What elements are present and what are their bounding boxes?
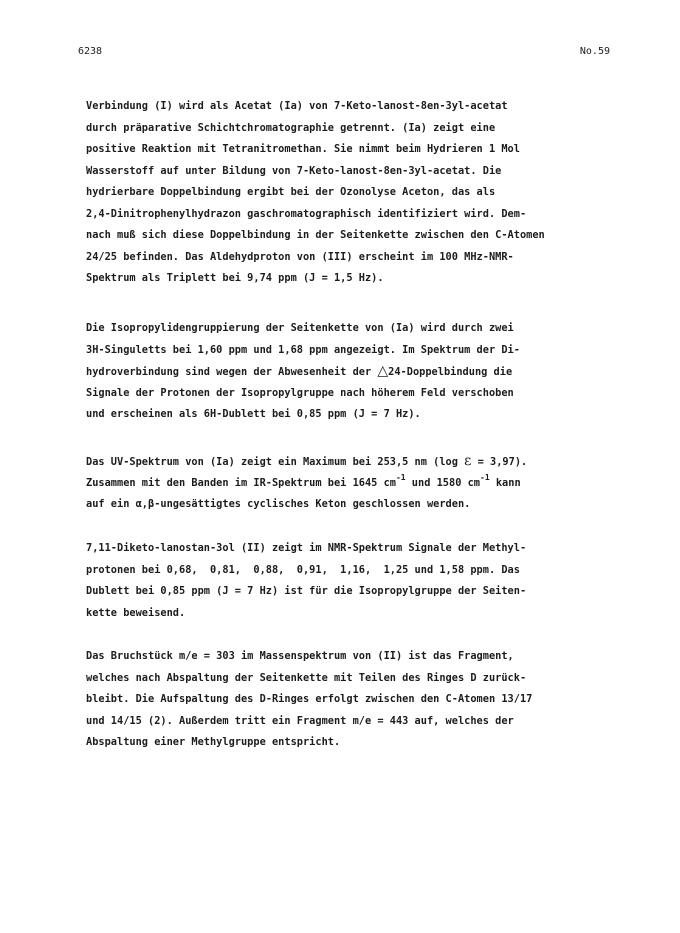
text-line: Verbindung (I) wird als Acetat (Ia) von 7-Keto-lanost-8en-3yl-acetat: [86, 100, 508, 112]
epsilon-symbol: ε: [464, 453, 472, 469]
text-line: Das Bruchstück m/e = 303 im Massenspektrum von (II) ist das Fragment,: [86, 650, 514, 662]
text-line: positive Reaktion mit Tetranitromethan. Sie nimmt beim Hydrieren 1 Mol: [86, 143, 520, 155]
text-line: Spektrum als Triplett bei 9,74 ppm (J = 1,5 Hz).: [86, 272, 384, 284]
text-line: hydrierbare Doppelbindung ergibt bei der Ozonolyse Aceton, das als: [86, 186, 496, 198]
text-line: Wasserstoff auf unter Bildung von 7-Keto-lanost-8en-3yl-acetat. Die: [86, 164, 502, 177]
paragraph-5: [86, 646, 606, 754]
text-line: 7,11-Diketo-lanostan-3ol (II) zeigt im NMR-Spektrum Signale der Methyl-: [86, 542, 527, 554]
text-line: Abspaltung einer Methylgruppe entspricht.: [86, 736, 341, 748]
text-segment: Zusammen mit den Banden im IR-Spektrum bei 1645 cm: [86, 476, 396, 489]
text-line: Signale der Protonen der Isopropylgruppe nach höherem Feld verschoben: [86, 386, 514, 399]
text-line: 3H-Singuletts bei 1,60 ppm und 1,68 ppm angezeigt. Im Spektrum der Di-: [86, 343, 520, 356]
text-line: nach muß sich diese Doppelbindung in der Seitenkette zwischen den C-Atomen: [86, 229, 545, 241]
text-line: welches nach Abspaltung der Seitenkette mit Teilen des Ringes D zurück-: [86, 671, 527, 684]
text-line: kette beweisend.: [86, 606, 186, 619]
paragraph-4: [86, 538, 606, 624]
text-line: durch präparative Schichtchromatographie getrennt. (Ia) zeigt eine: [86, 121, 496, 134]
text-line: [86, 361, 606, 383]
page-number: 6238: [78, 46, 103, 57]
text-segment: und 1580 cm: [405, 476, 481, 489]
delta-symbol: △: [377, 363, 389, 379]
text-segment: 24-Doppelbindung die: [388, 366, 513, 378]
superscript: -1: [480, 472, 490, 482]
text-line: bleibt. Die Aufspaltung des D-Ringes erfolgt zwischen den C-Atomen 13/17: [86, 693, 533, 705]
text-line: 2,4-Dinitrophenylhydrazon gaschromatographisch identifiziert wird. Dem-: [86, 207, 527, 220]
text-line: 24/25 befinden. Das Aldehydproton von (III) erscheint im 100 MHz-NMR-: [86, 250, 514, 263]
issue-number: No.59: [579, 46, 610, 57]
text-segment: Das UV-Spektrum von (Ia) zeigt ein Maximum bei 253,5 nm (log: [86, 456, 465, 468]
text-line: [86, 473, 606, 495]
text-line: und 14/15 (2). Außerdem tritt ein Fragment m/e = 443 auf, welches der: [86, 714, 514, 727]
text-line: Die Isopropylidengruppierung der Seitenkette von (Ia) wird durch zwei: [86, 322, 514, 334]
paragraph-1: [86, 96, 606, 290]
text-segment: hydroverbindung sind wegen der Abwesenheit der: [86, 366, 378, 378]
text-segment: kann: [489, 476, 521, 489]
superscript: -1: [395, 472, 406, 482]
text-line: Dublett bei 0,85 ppm (J = 7 Hz) ist für die Isopropylgruppe der Seiten-: [86, 585, 527, 597]
text-segment: = 3,97).: [471, 456, 528, 468]
text-line: [86, 451, 606, 473]
text-line: und erscheinen als 6H-Dublett bei 0,85 ppm (J = 7 Hz).: [86, 408, 421, 420]
paragraph-2: [86, 318, 606, 426]
text-line: protonen bei 0,68, 0,81, 0,88, 0,91, 1,16, 1,25 und 1,58 ppm. Das: [86, 563, 520, 576]
paragraph-3: [86, 451, 606, 516]
text-line: auf ein α,β-ungesättigtes cyclisches Keton geschlossen werden.: [86, 498, 471, 510]
